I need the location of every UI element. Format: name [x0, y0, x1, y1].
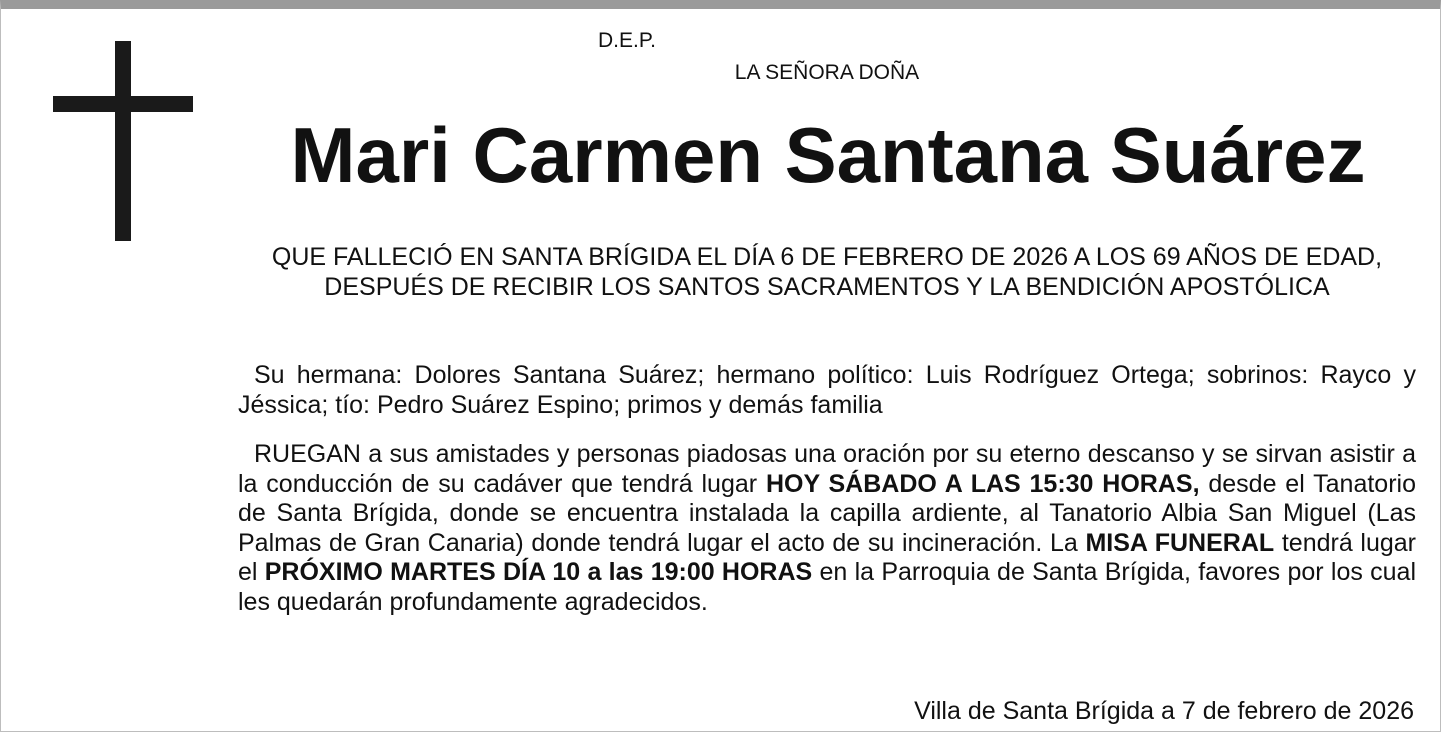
ruegan-text-2: desde el Tanatorio de Santa Brígida, donde se encuentra instalada la capilla ardiente, al Tanatorio Albia San Miguel (Las Palmas de Gran Canaria) donde tendrá lugar el acto de su incineración. La [238, 469, 1416, 557]
title-line: LA SEÑORA DOÑA [734, 61, 920, 84]
place-date: Villa de Santa Brígida a 7 de febrero de 2026 [914, 697, 1414, 725]
ruegan-text-3: tendrá lugar el [238, 528, 1416, 586]
dep-heading: D.E.P. [598, 29, 656, 52]
ruegan-text-4: en la Parroquia de Santa Brígida, favores por los cual les quedarán profundamente agradecidos. [238, 558, 1417, 616]
cross-horizontal-bar [53, 96, 193, 112]
cross-icon [53, 41, 193, 241]
ruegan-paragraph [238, 440, 1416, 617]
ruegan-bold-3: PRÓXIMO MARTES DÍA 10 a las 19:00 HORAS [264, 558, 813, 586]
ruegan-bold-1: HOY SÁBADO A LAS 15:30 HORAS, [765, 469, 1200, 498]
deceased-name: Mari Carmen Santana Suárez [290, 111, 1366, 199]
family-paragraph: Su hermana: Dolores Santana Suárez; hermano político: Luis Rodríguez Ortega; sobrinos: Rayco y Jéssica; tío: Pedro Suárez Espino; primos y demás familia [238, 361, 1416, 419]
ruegan-bold-2: MISA FUNERAL [1085, 528, 1275, 557]
ruegan-text-1: RUEGAN a sus amistades y personas piadosas una oración por su eterno descanso y se sirvan asistir a la conducción de su cadáver que tendrá lugar [238, 440, 1416, 498]
cross-vertical-bar [115, 41, 131, 241]
death-notice: QUE FALLECIÓ EN SANTA BRÍGIDA EL DÍA 6 DE FEBRERO DE 2026 A LOS 69 AÑOS DE EDAD, DESPUÉS DE RECIBIR LOS SANTOS SACRAMENTOS Y LA BENDICIÓN APOSTÓLICA [271, 243, 1383, 301]
